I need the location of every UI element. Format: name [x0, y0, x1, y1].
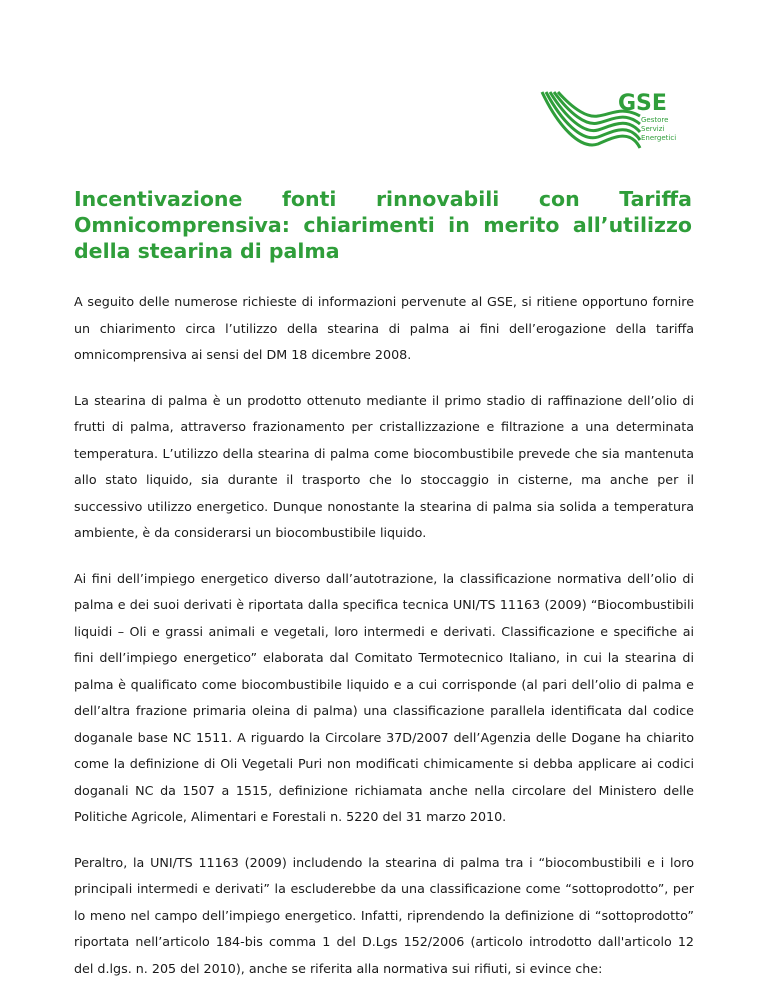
paragraph: Peraltro, la UNI/TS 11163 (2009) includendo la stearina di palma tra i “biocombustibili e i loro principali intermedi e derivati” la escluderebbe da una classificazione come “sottoprodotto”, per lo meno nel campo dell’impiego energetico. Infatti, riprendendo la definizione di “sottoprodotto” riportata nell’articolo 184-bis comma 1 del D.Lgs 152/2006 (articolo introdotto dall'articolo 12 del d.lgs. n. 205 del 2010), anche se riferita alla normativa sui rifiuti, si evince che:	[74, 854, 694, 976]
logo-line-1: Gestore	[641, 116, 669, 124]
document-body	[74, 289, 694, 1001]
logo-line-2: Servizi	[641, 125, 665, 133]
logo-brand: GSE	[618, 91, 667, 116]
paragraph: La stearina di palma è un prodotto ottenuto mediante il primo stadio di raffinazione dell’olio di frutti di palma, attraverso frazionamento per cristallizzazione e filtrazione a una determinata temperatura. L’utilizzo della stearina di palma come biocombustibile prevede che sia mantenuta allo stato liquido, sia durante il trasporto che lo stoccaggio in cisterne, ma anche per il successivo utilizzo energetico. Dunque nonostante la stearina di palma sia solida a temperatura ambiente, è da considerarsi un biocombustibile liquido.	[74, 392, 694, 540]
paragraph: A seguito delle numerose richieste di informazioni pervenute al GSE, si ritiene opportuno fornire un chiarimento circa l’utilizzo della stearina di palma ai fini dell’erogazione della tariffa omnicomprensiva ai sensi del DM 18 dicembre 2008.	[74, 294, 694, 362]
gse-logo	[540, 86, 690, 156]
paragraph: Ai fini dell’impiego energetico diverso dall’autotrazione, la classificazione normativa dell’olio di palma e dei suoi derivati è riportata dalla specifica tecnica UNI/TS 11163 (2009) “Biocombustibili liquidi – Oli e grassi animali e vegetali, loro intermedi e derivati. Classificazione e specifiche ai fini dell’impiego energetico” elaborata dal Comitato Termotecnico Italiano, in cui la stearina di palma è qualificato come biocombustibile liquido e a cui corrisponde (al pari dell’olio di palma e dell’altra frazione primaria oleina di palma) una classificazione parallela identificata dal codice doganale base NC 1511. A riguardo la Circolare 37D/2007 dell’Agenzia delle Dogane ha chiarito come la definizione di Oli Vegetali Puri non modificati chimicamente si debba applicare ai codici doganali NC da 1507 a 1515, definizione richiamata anche nella circolare del Ministero delle Politiche Agricole, Alimentari e Forestali n. 5220 del 31 marzo 2010.	[74, 570, 694, 824]
document-title: Incentivazione fonti rinnovabili con Tariffa Omnicomprensiva: chiarimenti in merito all’utilizzo della stearina di palma	[74, 187, 692, 263]
logo-line-3: Energetici	[641, 134, 677, 142]
gse-swoosh-icon	[540, 86, 690, 156]
